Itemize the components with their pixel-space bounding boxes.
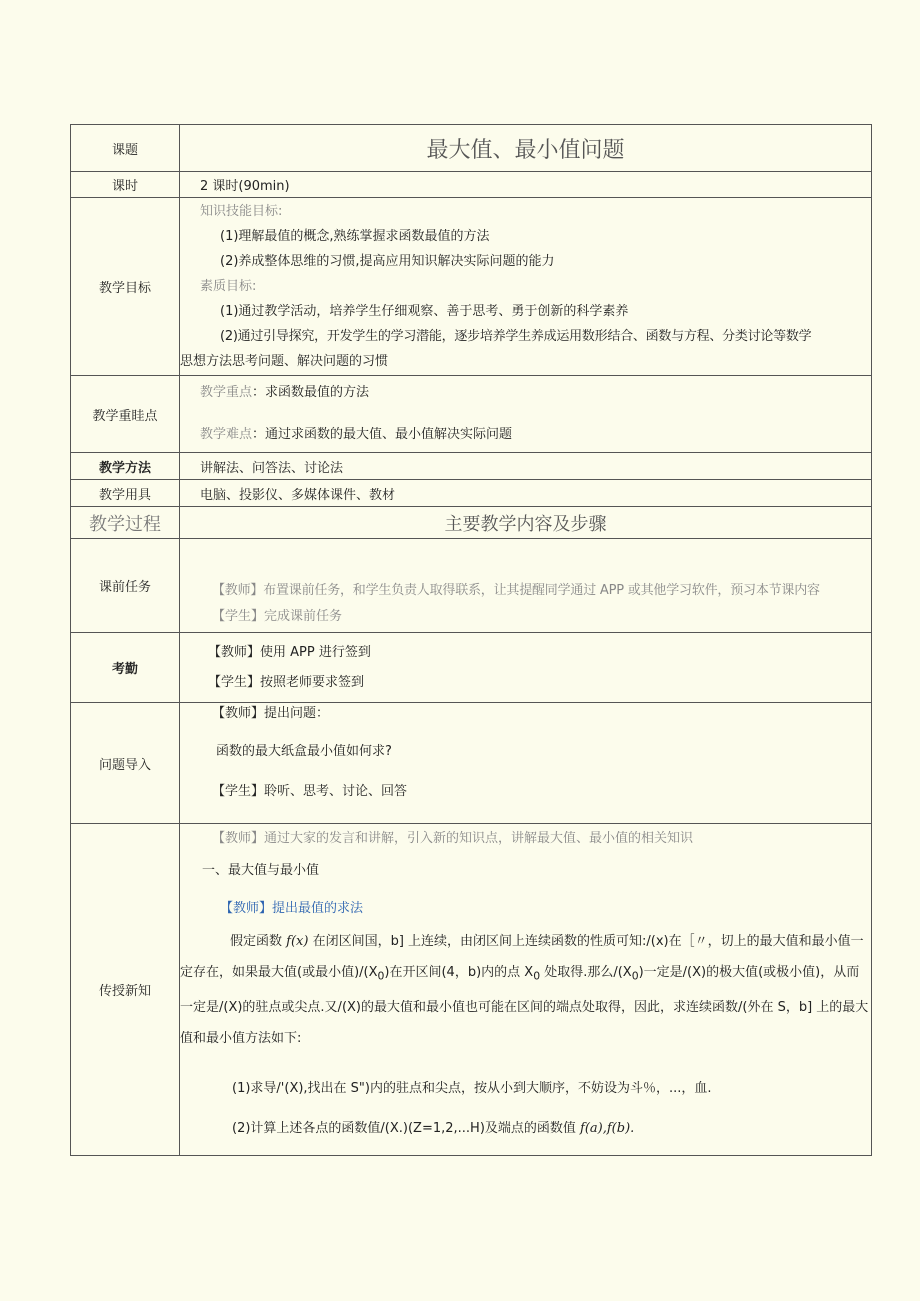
- para-part-5: )一定是/(X)的极大值(或极小值)，从而一定是/(X)的驻点或尖点.又/(X)的最大值和最小值也可能在区间的端点处取得，因此，求连续函数/(外在 S，b] 上的最大值和最小值方法如下:: [180, 965, 869, 1046]
- tools-label: 教学用具: [71, 480, 180, 507]
- method-title: 【教师】提出最值的求法: [220, 901, 364, 916]
- tools-value: 电脑、投影仪、多媒体课件、教材: [180, 480, 872, 507]
- goals-content: [180, 198, 872, 376]
- attendance-label: 考勤: [71, 633, 180, 703]
- row-goals: [71, 198, 872, 376]
- difficulty-text: ：通过求函数的最大值、最小值解决实际问题: [252, 427, 513, 442]
- step-2: [180, 1100, 871, 1140]
- row-process: [71, 507, 872, 539]
- goals-label: 教学目标: [71, 198, 180, 376]
- method-value: 讲解法、问答法、讨论法: [180, 453, 872, 480]
- intro-teacher: 【教师】提出问题：: [212, 706, 330, 721]
- attendance-content: [180, 633, 872, 703]
- process-label: 教学过程: [71, 507, 180, 539]
- attendance-student: 【学生】按照老师要求签到: [208, 674, 365, 690]
- step-2-text: (2)计算上述各点的函数值/(X.)(Z=1,2,...H)及端点的函数值: [232, 1120, 581, 1136]
- step-1: (1)求导/'(X),找出在 S")内的驻点和尖点，按从小到大顺序，不妨设为斗％，...，血.: [232, 1080, 712, 1096]
- row-intro: [71, 703, 872, 824]
- process-value: 主要教学内容及步骤: [180, 507, 872, 539]
- row-hours: [71, 172, 872, 198]
- intro-question: 函数的最大纸盒最小值如何求?: [216, 744, 392, 759]
- para-part-1: 假定函数: [230, 934, 287, 949]
- key-point-label: 教学重点: [200, 385, 253, 400]
- attendance-teacher: 【教师】使用 APP 进行签到: [208, 644, 371, 660]
- row-keypoints: [71, 376, 872, 453]
- para-part-3: )在开区间(4，b)内的点 X: [384, 965, 534, 980]
- knowledge-item-1: (1)理解最值的概念,熟练掌握求函数最值的方法: [220, 229, 490, 244]
- section-title: 一、最大值与最小值: [202, 863, 320, 878]
- topic-title: 最大值、最小值问题: [180, 125, 872, 172]
- para-fx: f(x): [286, 934, 309, 949]
- intro-label: 问题导入: [71, 703, 180, 824]
- knowledge-heading: 知识技能目标:: [200, 204, 283, 219]
- knowledge-item-2: (2)养成整体思维的习惯,提高应用知识解决实际问题的能力: [220, 254, 555, 269]
- row-attendance: [71, 633, 872, 703]
- row-teach: [71, 824, 872, 1156]
- para-part-2: 在闭区间国，b] 上连续，由闭区间上连续函数的性质可知:/(x)在［〃，切上的最大值和最小值一定存在，如果最大值(或最小值)/(X: [180, 934, 864, 980]
- row-pretask: [71, 539, 872, 633]
- row-tools: [71, 480, 872, 507]
- para-sub-1: 0: [533, 969, 541, 983]
- quality-item-1: (1)通过教学活动，培养学生仔细观察、善于思考、勇于创新的科学素养: [220, 304, 629, 319]
- keypoints-label: 教学重眭点: [71, 376, 180, 453]
- pretask-teacher: 【教师】布置课前任务，和学生负责人取得联系，让其提醒同学通过 APP 或其他学习软件，预习本节课内容: [212, 583, 820, 598]
- row-topic: [71, 125, 872, 172]
- para-sub-2: 0: [631, 969, 639, 983]
- intro-content: [180, 703, 872, 824]
- teach-content: [180, 824, 872, 1156]
- row-method: [71, 453, 872, 480]
- quality-heading: 素质目标:: [200, 279, 257, 294]
- hours-value: 2 课时(90min): [180, 172, 872, 198]
- pretask-content: [180, 539, 872, 633]
- difficulty-label: 教学难点: [200, 427, 253, 442]
- step-2-formula: f(a),f(b).: [580, 1120, 635, 1136]
- quality-item-2-cont: 思想方法思考问题、解决问题的习惯: [180, 354, 389, 369]
- teach-teacher: 【教师】通过大家的发言和讲解，引入新的知识点，讲解最大值、最小值的相关知识: [212, 831, 694, 846]
- pretask-label: 课前任务: [71, 539, 180, 633]
- method-label: 教学方法: [71, 453, 180, 480]
- pretask-student: 【学生】完成课前任务: [212, 609, 343, 624]
- quality-item-2: (2)通过引导探究，开发学生的学习潜能，逐步培养学生养成运用数形结合、函数与方程、分类讨论等数学: [220, 329, 812, 344]
- intro-student: 【学生】聆听、思考、讨论、回答: [212, 784, 408, 799]
- hours-label: 课时: [71, 172, 180, 198]
- teach-label: 传授新知: [71, 824, 180, 1156]
- para-part-4: 处取得.那么/(X: [540, 965, 632, 980]
- topic-label: 课题: [71, 125, 180, 172]
- para-sub-0: 0: [377, 969, 385, 983]
- keypoints-content: [180, 376, 872, 453]
- key-point-text: ：求函数最值的方法: [252, 385, 370, 400]
- lesson-plan-table: [70, 124, 872, 1156]
- theorem-paragraph: [180, 920, 871, 1054]
